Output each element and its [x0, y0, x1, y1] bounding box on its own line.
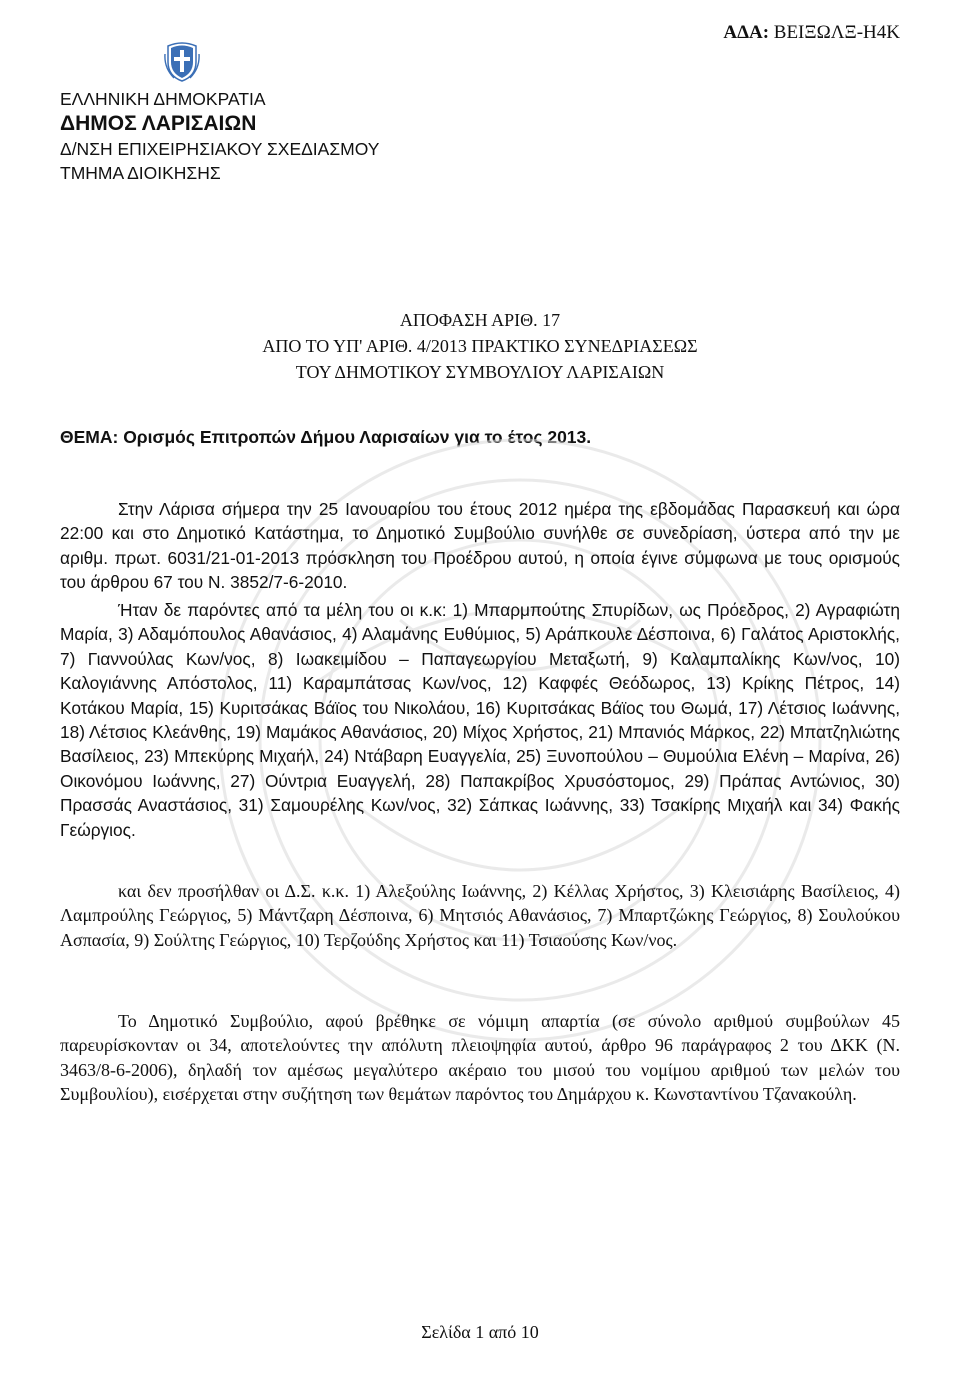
- ada-label: ΑΔΑ:: [723, 22, 770, 43]
- ada-code: [723, 22, 900, 44]
- decision-title: [0, 307, 960, 385]
- issuer-header: [60, 87, 379, 185]
- absent-members-paragraph: και δεν προσήλθαν οι Δ.Σ. κ.κ. 1) Αλεξούλης Ιωάννης, 2) Κέλλας Χρήστος, 3) Κλεισιάρης Βασίλειος, 4) Λαμπρούλης Γεώργιος, 5) Μάντζαρη Δέσποινα, 6) Μητσιός Αθανάσιος, 7) Μπαρτζώκης Γεώργιος, 8) Σουλούκου Ασπασία, 9) Σούλτης Γεώργιος, 10) Τερζούδης Χρήστος και 11) Τσιαούσης Κων/νος.: [60, 881, 900, 950]
- page-number: Σελίδα 1 από 10: [421, 1322, 539, 1342]
- municipality-name: ΔΗΜΟΣ ΛΑΡΙΣΑΙΩΝ: [60, 112, 257, 135]
- present-members-paragraph: Ήταν δε παρόντες από τα μέλη του οι κ.κ: 1) Μπαρμπούτης Σπυρίδων, ως Πρόεδρος, 2) Αγραφιώτη Μαρία, 3) Αδαμόπουλος Αθανάσιος, 4) Αλαμάνης Ευθύμιος, 5) Αράπκουλε Δέσποινα, 6) Γαλάτος Αριστοκλής, 7) Γιαννούλας Κων/νος, 8) Ιωακειμίδου – Παπαγεωργίου Μεταξωτή, 9) Καλαμπαλίκης Κων/νος, 10) Καλογιάννης Απόστολος, 11) Καραμπάτσας Κων/νος, 12) Καφφές Θεόδωρος, 13) Κρίκης Πέτρος, 14) Κοτάκου Μαρία, 15) Κυριτσάκας Βάϊος του Νικολάου, 16) Κυριτσάκας Βάϊος του Θωμά, 17) Λέτσιος Ιωάννης, 18) Λέτσιος Κλεάνθης, 19) Μαμάκος Αθανάσιος, 20) Μίχος Χρήστος, 21) Μπανιός Μάρκος, 22) Μπατζηλιώτης Βασίλειος, 23) Μπεκύρης Μιχαήλ, 24) Ντάβαρη Ευαγγελία, 25) Ξυνοπούλου – Θυμούλια Ελένη – Μαρίνα, 26) Οικονόμου Ιωάννης, 27) Ούντρια Ευαγγελή, 28) Παπακρίβος Χρυσόστομος, 29) Πράπας Αντώνιος, 30) Πρασσάς Αναστάσιος, 31) Σαμουρέλης Κων/νος, 32) Σάπκας Ιωάννης, 33) Τσακίρης Μιχαήλ και 34) Φακής Γεώργιος.: [60, 600, 900, 840]
- subject-line: ΘΕΜΑ: Ορισμός Επιτροπών Δήμου Λαρισαίων για το έτος 2013.: [60, 427, 592, 447]
- ada-value: ΒΕΙΞΩΛΞ-Η4Κ: [773, 22, 900, 43]
- decision-minutes: ΑΠΟ ΤΟ ΥΠ' ΑΡΙΘ. 4/2013 ΠΡΑΚΤΙΚΟ ΣΥΝΕΔΡΙΑΣΕΩΣ: [262, 336, 698, 356]
- quorum-paragraph: Το Δημοτικό Συμβούλιο, αφού βρέθηκε σε νόμιμη απαρτία (σε σύνολο αριθμού συμβούλων 45 παρευρίσκονταν οι 34, αποτελούντες την απόλυτη πλειοψηφία αυτού, άρθρο 96 παράγραφος 2 του ΔΚΚ (Ν. 3463/8-6-2006), δηλαδή τον αμέσως μεγαλύτερο ακέραιο του μισού του νομίμου αριθμού των μελών του Συμβουλίου), εισέρχεται στην συζήτηση των θεμάτων παρόντος του Δημάρχου κ. Κωνσταντίνου Τζανακούλη.: [60, 1011, 900, 1105]
- directorate-name: Δ/ΝΣΗ ΕΠΙΧΕΙΡΗΣΙΑΚΟΥ ΣΧΕΔΙΑΣΜΟΥ: [60, 139, 380, 159]
- greek-emblem-icon: [164, 40, 200, 82]
- decision-council: ΤΟΥ ΔΗΜΟΤΙΚΟΥ ΣΥΜΒΟΥΛΙΟΥ ΛΑΡΙΣΑΙΩΝ: [295, 362, 665, 382]
- meeting-paragraph: Στην Λάρισα σήμερα την 25 Ιανουαρίου του έτους 2012 ημέρα της εβδομάδας Παρασκευή και ώρα 22:00 και στο Δημοτικό Κατάστημα, το Δημοτικό Συμβούλιο συνήλθε σε συνεδρίαση, ύστερα από την με αριθμ. πρωτ. 6031/21-01-2013 πρόσκληση του Προέδρου αυτού, η οποία έγινε σύμφωνα με τους ορισμούς του άρθρου 67 του Ν. 3852/7-6-2010.: [60, 499, 900, 593]
- department-name: ΤΜΗΜΑ ΔΙΟΙΚΗΣΗΣ: [60, 163, 221, 183]
- country-name: ΕΛΛΗΝΙΚΗ ΔΗΜΟΚΡΑΤΙΑ: [60, 89, 266, 109]
- decision-number: ΑΠΟΦΑΣΗ ΑΡΙΘ. 17: [399, 310, 561, 330]
